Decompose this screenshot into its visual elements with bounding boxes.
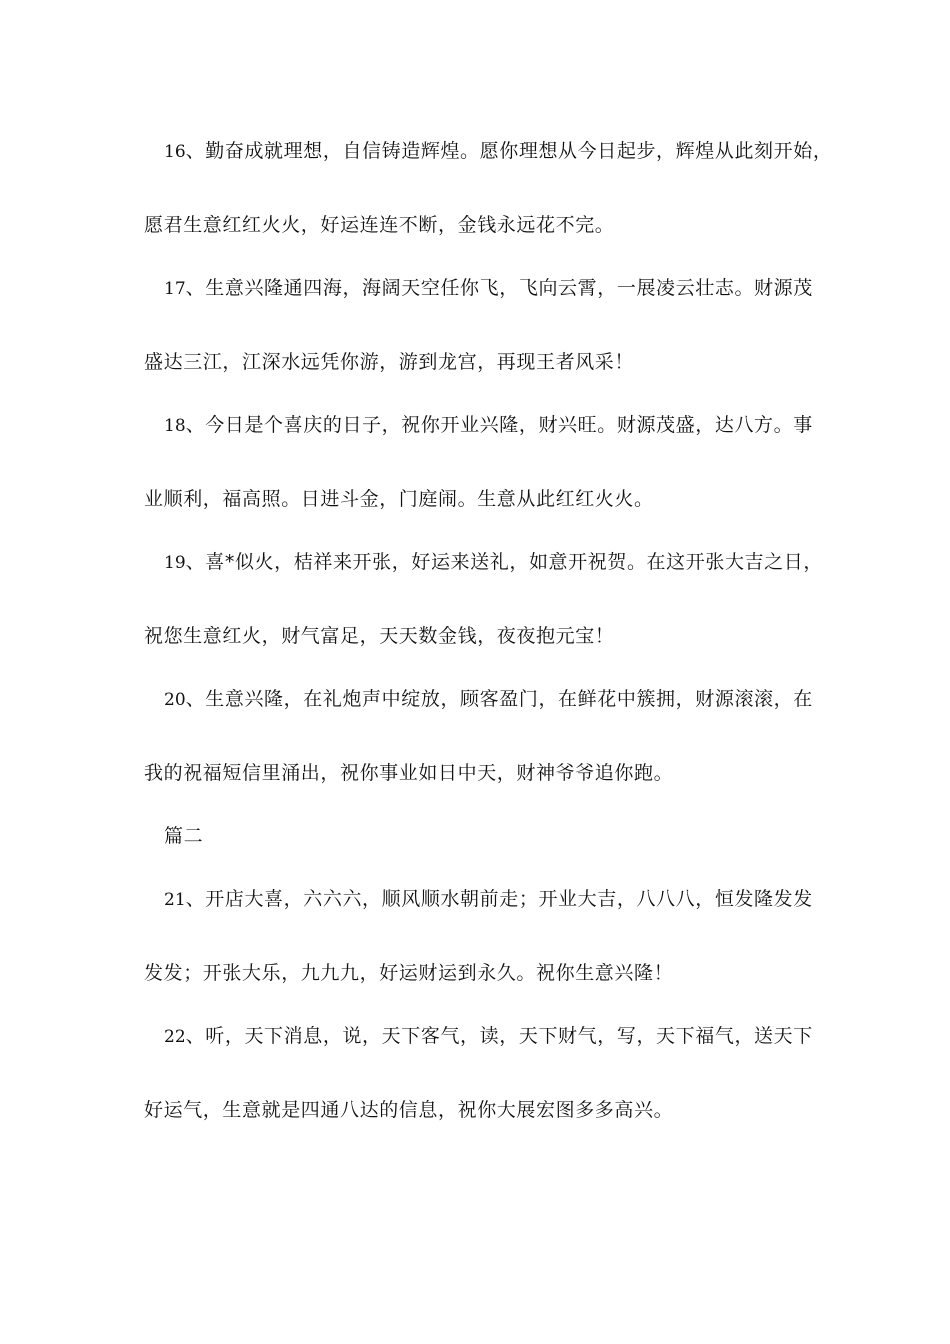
paragraph-text: 、生意兴隆通四海，海阔天空任你飞，飞向云霄，一展凌云壮志。财源茂 (185, 277, 813, 299)
paragraph-16-line-1 (144, 137, 833, 166)
paragraph-18-line-1 (144, 411, 814, 440)
paragraph-20-line-1 (144, 685, 814, 714)
paragraph-20-line-2: 我的祝福短信里涌出，祝你事业如日中天，财神爷爷追你跑。 (144, 762, 674, 784)
paragraph-19-line-2: 祝您生意红火，财气富足，天天数金钱，夜夜抱元宝！ (144, 625, 615, 647)
paragraph-text: 、听，天下消息，说，天下客气，读，天下财气，写，天下福气，送天下 (185, 1025, 813, 1047)
paragraph-text: 、今日是个喜庆的日子，祝你开业兴隆，财兴旺。财源茂盛，达八方。事 (185, 414, 813, 436)
item-number: 16 (164, 142, 186, 162)
paragraph-21-line-1 (144, 885, 814, 914)
paragraph-18-line-2: 业顺利，福高照。日进斗金，门庭闹。生意从此红红火火。 (144, 488, 654, 510)
paragraph-text: 、生意兴隆，在礼炮声中绽放，顾客盈门，在鲜花中簇拥，财源滚滚，在 (185, 688, 813, 710)
paragraph-21-line-2: 发发；开张大乐，九九九，好运财运到永久。祝你生意兴隆！ (144, 962, 674, 984)
paragraph-text: 、喜*似火，桔祥来开张，好运来送礼，如意开祝贺。在这开张大吉之日， (185, 551, 823, 573)
paragraph-17-line-2: 盛达三江，江深水远凭你游，游到龙宫，再现王者风采！ (144, 351, 635, 373)
item-number: 22 (164, 1027, 186, 1047)
paragraph-16-line-2: 愿君生意红红火火，好运连连不断，金钱永远花不完。 (144, 214, 615, 236)
item-number: 20 (164, 690, 186, 710)
paragraph-22-line-1 (144, 1022, 814, 1051)
paragraph-17-line-1 (144, 274, 814, 303)
paragraph-22-line-2: 好运气，生意就是四通八达的信息，祝你大展宏图多多高兴。 (144, 1099, 674, 1121)
item-number: 21 (164, 890, 186, 910)
item-number: 17 (164, 279, 186, 299)
section-heading: 篇二 (164, 825, 204, 847)
item-number: 18 (164, 416, 186, 436)
item-number: 19 (164, 553, 186, 573)
paragraph-19-line-1 (144, 548, 823, 577)
paragraph-text: 、开店大喜，六六六，顺风顺水朝前走；开业大吉，八八八，恒发隆发发 (185, 888, 813, 910)
paragraph-text: 、勤奋成就理想，自信铸造辉煌。愿你理想从今日起步，辉煌从此刻开始， (185, 140, 833, 162)
